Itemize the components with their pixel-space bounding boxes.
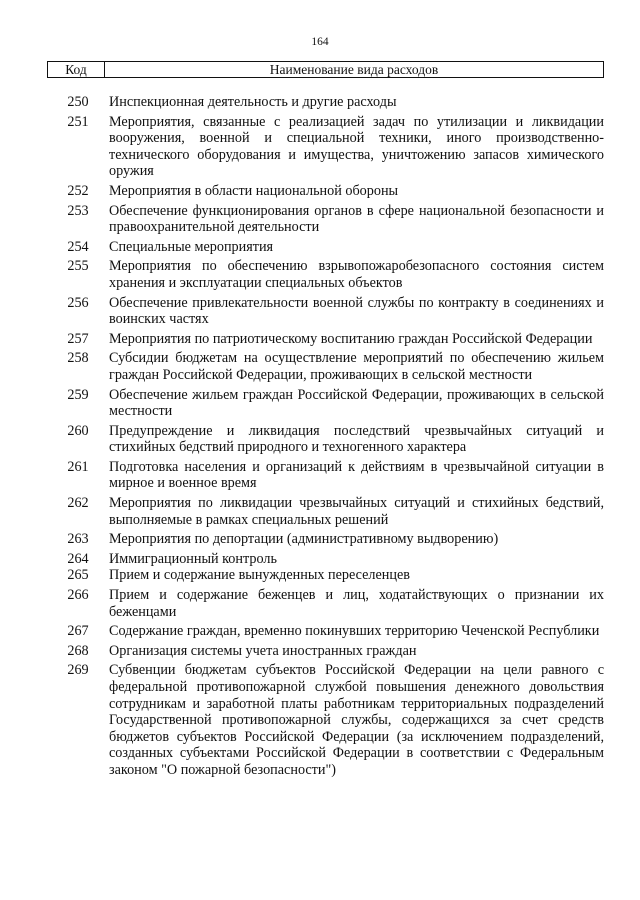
entry-code: 250: [67, 94, 89, 110]
entry-text: Инспекционная деятельность и другие расходы: [109, 94, 397, 110]
entry-code: 262: [67, 495, 89, 512]
entry-text: Обеспечение привлекательности военной службы по контракту в соединениях и воинских частях: [109, 294, 604, 328]
entry-text: Прием и содержание вынужденных переселенцев: [109, 567, 410, 584]
entry-text: Предупреждение и ликвидация последствий чрезвычайных ситуаций и стихийных бедствий природного и техногенного характера: [109, 422, 604, 456]
entry-text: Субсидии бюджетам на осуществление мероприятий по обеспечению жильем граждан Российской Федерации, проживающих в сельской местности: [109, 350, 604, 383]
list-item: [47, 551, 604, 568]
entry-text: Организация системы учета иностранных граждан: [109, 642, 417, 659]
entry-code: 254: [67, 238, 89, 255]
list-item: [47, 387, 604, 420]
list-item: [47, 295, 604, 328]
list-item: [47, 567, 604, 584]
entry-text: Мероприятия в области национальной обороны: [109, 182, 399, 199]
entry-text: Мероприятия по обеспечению взрывопожаробезопасного состояния систем хранения и эксплуатации специальных объектов: [109, 258, 604, 291]
header-name-label: Наименование вида расходов: [269, 62, 439, 77]
entry-code: 256: [67, 294, 89, 311]
entry-code: 269: [67, 662, 89, 679]
entry-code: 265: [67, 567, 89, 584]
entry-text: Иммиграционный контроль: [109, 550, 277, 567]
list-item: [47, 643, 604, 660]
list-item: [47, 114, 604, 180]
entry-code: 260: [67, 422, 89, 439]
list-item: [47, 239, 604, 256]
entry-text: Прием и содержание беженцев и лиц, ходатайствующих о признании их беженцами: [109, 587, 604, 620]
entry-text: Мероприятия по ликвидации чрезвычайных ситуаций и стихийных бедствий, выполняемые в рамках специальных решений: [109, 495, 604, 528]
list-item: [47, 423, 604, 456]
page-number: 164: [311, 36, 329, 48]
list-item: [47, 531, 604, 548]
entry-text: Специальные мероприятия: [109, 238, 274, 255]
entry-text: Обеспечение функционирования органов в сфере национальной безопасности и правоохранительной деятельности: [109, 202, 604, 236]
list-item: [47, 203, 604, 236]
list-item: [47, 350, 604, 383]
entry-code: 267: [67, 623, 89, 640]
entry-code: 264: [67, 550, 89, 567]
list-item: [47, 623, 604, 640]
entry-code: 266: [67, 587, 89, 604]
expense-type-list: [47, 94, 604, 779]
entry-code: 258: [67, 350, 89, 367]
entry-text: Подготовка населения и организаций к действиям в чрезвычайной ситуации в мирное и военное время: [109, 458, 604, 492]
entry-code: 268: [67, 642, 89, 659]
list-item: [47, 94, 604, 111]
list-item: [47, 258, 604, 291]
list-item: [47, 495, 604, 528]
header-code-label: Код: [48, 62, 105, 77]
list-item: [47, 587, 604, 620]
entry-code: 252: [67, 182, 89, 199]
entry-code: 261: [67, 458, 89, 475]
list-item: [47, 331, 604, 348]
entry-code: 263: [67, 531, 89, 548]
entry-text: Содержание граждан, временно покинувших территорию Чеченской Республики: [109, 623, 600, 640]
entry-code: 257: [67, 330, 89, 347]
table-header: [47, 61, 604, 78]
entry-text: Мероприятия по патриотическому воспитанию граждан Российской Федерации: [109, 330, 593, 347]
list-item: [47, 662, 604, 778]
entry-code: 253: [67, 202, 89, 219]
entry-text: Мероприятия по депортации (административному выдворению): [109, 531, 499, 548]
list-item: [47, 459, 604, 492]
entry-code: 259: [67, 386, 89, 403]
entry-text: Мероприятия, связанные с реализацией задач по утилизации и ликвидации вооружения, военной и специальной техники, иного производственно-технического оборудования и имущества, уничтожению запасов химического оружия: [109, 113, 604, 180]
entry-text: Обеспечение жильем граждан Российской Федерации, проживающих в сельской местности: [109, 386, 604, 420]
list-item: [47, 183, 604, 200]
entry-code: 251: [67, 113, 89, 130]
entry-code: 255: [67, 258, 89, 275]
entry-text: Субвенции бюджетам субъектов Российской Федерации на цели равного с федеральной противопожарной службой повышения денежного довольствия сотрудникам и заработной платы работникам территориальных подразделений Государственной противопожарной службы, содержащихся за счет средств бюджетов субъектов Российской Федерации (за исключением подразделений, созданных субъектами Российской Федерации в соответствии с Федеральным законом "О пожарной безопасности"): [109, 662, 604, 778]
